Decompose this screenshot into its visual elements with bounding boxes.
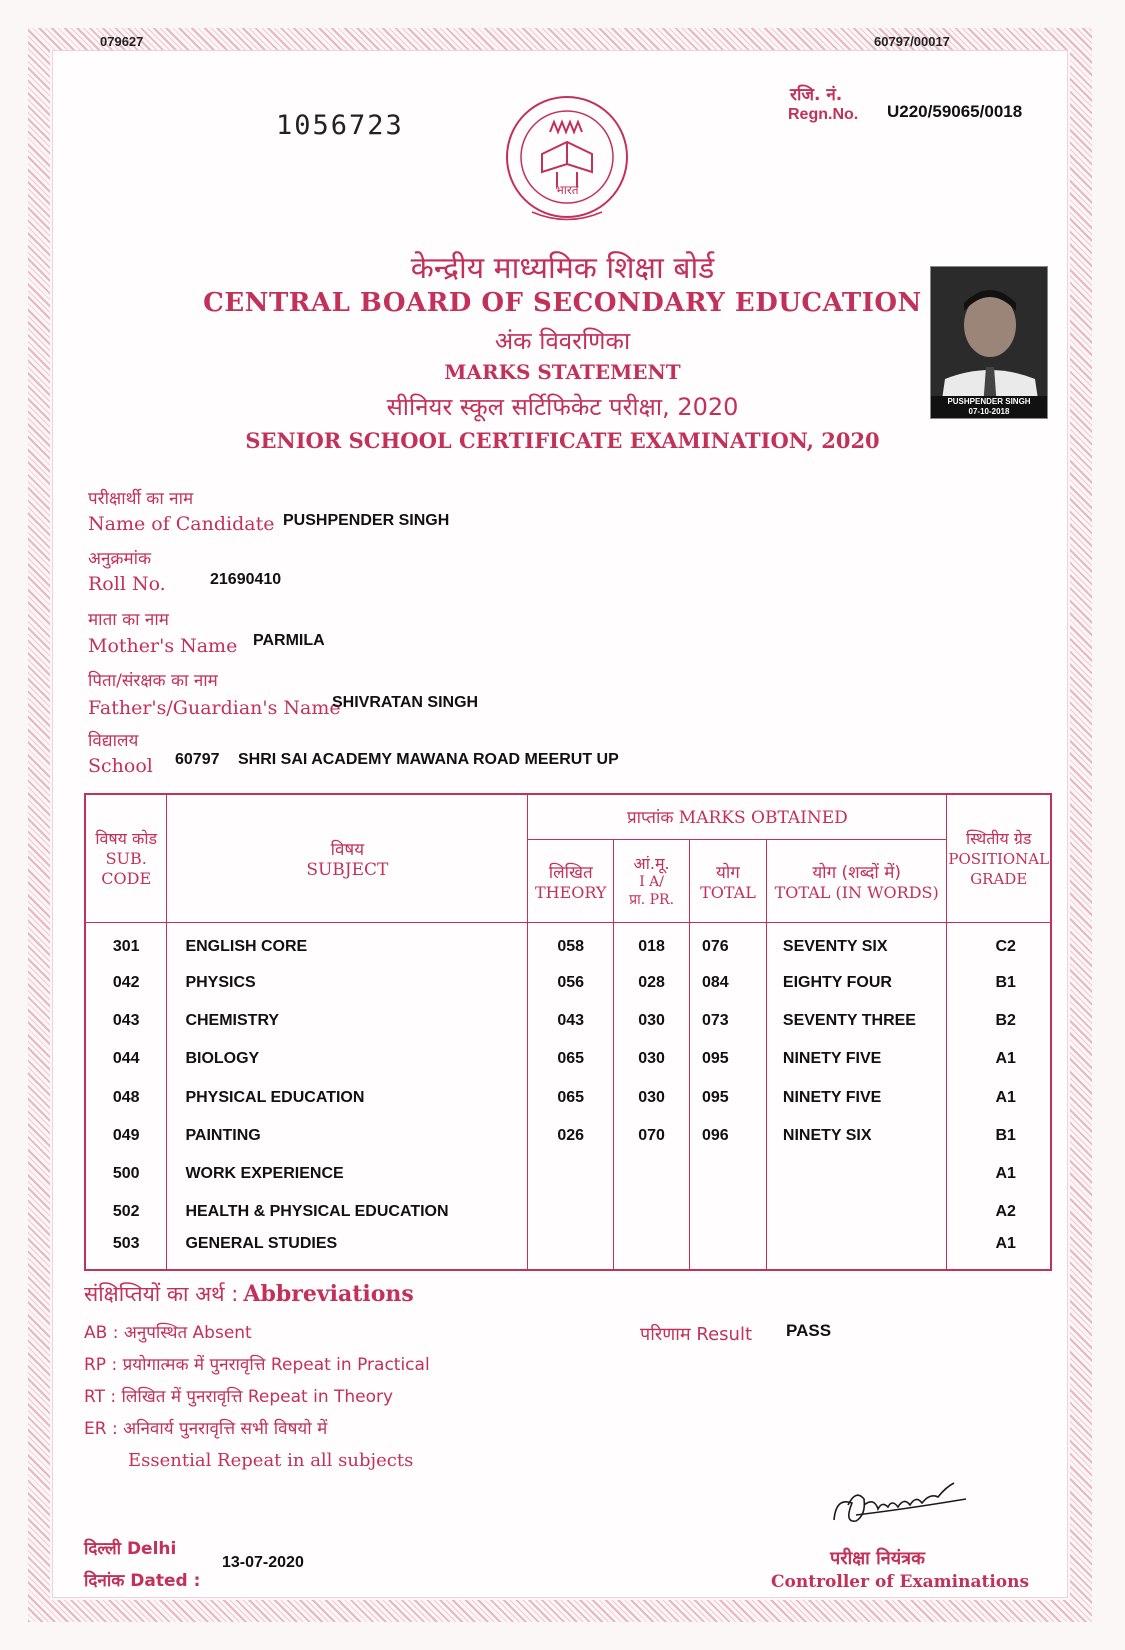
regn-label-hi: रजि. नं. bbox=[790, 85, 843, 105]
cell-code: 500 bbox=[85, 1155, 167, 1193]
cell-total: 073 bbox=[690, 1002, 767, 1040]
cell-subject: HEALTH & PHYSICAL EDUCATION bbox=[167, 1193, 528, 1231]
header-theory: लिखित THEORY bbox=[528, 839, 614, 922]
cell-total: 076 bbox=[690, 922, 767, 963]
cell-subject: PHYSICAL EDUCATION bbox=[167, 1078, 528, 1116]
table-row bbox=[85, 1155, 1051, 1193]
cell-words bbox=[766, 1232, 947, 1270]
cell-total bbox=[690, 1155, 767, 1193]
cell-code: 043 bbox=[85, 1002, 167, 1040]
certificate-number: 1056723 bbox=[276, 110, 404, 141]
cell-theory bbox=[528, 1155, 614, 1193]
result-label: परिणाम Result bbox=[640, 1324, 753, 1345]
cell-grade: A1 bbox=[947, 1155, 1051, 1193]
roll-number: 21690410 bbox=[210, 571, 282, 588]
cbse-emblem-icon bbox=[502, 92, 632, 232]
cell-subject: ENGLISH CORE bbox=[167, 922, 528, 963]
serial-left: 079627 bbox=[100, 34, 144, 49]
regn-number: U220/59065/0018 bbox=[887, 102, 1023, 121]
cell-ia: 070 bbox=[614, 1117, 690, 1155]
cell-grade: A1 bbox=[947, 1232, 1051, 1270]
cell-total: 095 bbox=[690, 1040, 767, 1078]
abbr-repeat-theory: RT : लिखित में पुनरावृत्ति Repeat in Theory bbox=[84, 1387, 394, 1407]
cell-code: 502 bbox=[85, 1193, 167, 1231]
serial-right: 60797/00017 bbox=[874, 34, 950, 49]
cell-grade: B2 bbox=[947, 1002, 1051, 1040]
abbreviations-heading: संक्षिप्तियों का अर्थ : Abbreviations bbox=[84, 1281, 414, 1307]
cell-grade: A1 bbox=[947, 1078, 1051, 1116]
cell-words: SEVENTY THREE bbox=[766, 1002, 947, 1040]
cell-code: 049 bbox=[85, 1117, 167, 1155]
header-subject: विषय SUBJECT bbox=[167, 794, 528, 922]
cell-theory: 026 bbox=[528, 1117, 614, 1155]
header-ia-pr: आं.मू. I A/ प्रा. PR. bbox=[614, 839, 690, 922]
controller-label-en: Controller of Examinations bbox=[771, 1572, 1030, 1592]
photo-caption-name: PUSHPENDER SINGH bbox=[947, 397, 1031, 406]
cell-total bbox=[690, 1232, 767, 1270]
regn-label-en: Regn.No. bbox=[788, 106, 859, 123]
school-label-hi: विद्यालय bbox=[88, 731, 139, 751]
cell-grade: C2 bbox=[947, 922, 1051, 963]
exam-name-english: SENIOR SCHOOL CERTIFICATE EXAMINATION, 2020 bbox=[245, 428, 880, 453]
cell-subject: BIOLOGY bbox=[167, 1040, 528, 1078]
cell-ia: 030 bbox=[614, 1040, 690, 1078]
header-total: योग TOTAL bbox=[690, 839, 767, 922]
abbr-essential-repeat-en: Essential Repeat in all subjects bbox=[128, 1450, 414, 1471]
cell-ia bbox=[614, 1155, 690, 1193]
table-row bbox=[85, 1232, 1051, 1270]
cell-theory: 058 bbox=[528, 922, 614, 963]
cell-subject: CHEMISTRY bbox=[167, 1002, 528, 1040]
cell-grade: A1 bbox=[947, 1040, 1051, 1078]
mother-name: PARMILA bbox=[253, 632, 325, 649]
cell-total: 095 bbox=[690, 1078, 767, 1116]
table-row bbox=[85, 922, 1051, 963]
header-positional-grade: स्थितीय ग्रेड POSITIONAL GRADE bbox=[947, 794, 1051, 922]
cell-theory: 065 bbox=[528, 1040, 614, 1078]
table-row bbox=[85, 963, 1051, 1001]
roll-label-en: Roll No. bbox=[88, 573, 166, 595]
school-name: SHRI SAI ACADEMY MAWANA ROAD MEERUT UP bbox=[238, 751, 619, 768]
table-row bbox=[85, 1078, 1051, 1116]
title-hindi: केन्द्रीय माध्यमिक शिक्षा बोर्ड bbox=[410, 251, 715, 286]
mother-label-hi: माता का नाम bbox=[88, 610, 169, 630]
cell-subject: WORK EXPERIENCE bbox=[167, 1155, 528, 1193]
table-row bbox=[85, 1002, 1051, 1040]
cell-words bbox=[766, 1193, 947, 1231]
name-label-hi: परीक्षार्थी का नाम bbox=[88, 489, 194, 509]
cell-total: 084 bbox=[690, 963, 767, 1001]
candidate-name: PUSHPENDER SINGH bbox=[283, 512, 450, 529]
cell-ia bbox=[614, 1193, 690, 1231]
header-sub-code: विषय कोड SUB. CODE bbox=[85, 794, 167, 922]
document-type-english: MARKS STATEMENT bbox=[444, 360, 681, 384]
controller-signature-icon bbox=[826, 1475, 976, 1535]
issue-date: 13-07-2020 bbox=[222, 1554, 304, 1571]
abbr-repeat-practical: RP : प्रयोगात्मक में पुनरावृत्ति Repeat in Practical bbox=[84, 1355, 430, 1375]
abbr-essential-repeat: ER : अनिवार्य पुनरावृत्ति सभी विषयो में bbox=[84, 1419, 328, 1439]
mother-label-en: Mother's Name bbox=[88, 635, 238, 657]
cell-theory bbox=[528, 1193, 614, 1231]
table-row bbox=[85, 1040, 1051, 1078]
header-total-words: योग (शब्दों में) TOTAL (IN WORDS) bbox=[766, 839, 947, 922]
emblem-caption: भारत bbox=[555, 183, 579, 197]
cell-code: 048 bbox=[85, 1078, 167, 1116]
cell-total: 096 bbox=[690, 1117, 767, 1155]
cell-ia: 030 bbox=[614, 1002, 690, 1040]
cell-code: 042 bbox=[85, 963, 167, 1001]
cell-theory: 056 bbox=[528, 963, 614, 1001]
cell-words: EIGHTY FOUR bbox=[766, 963, 947, 1001]
photo-caption-date: 07-10-2018 bbox=[968, 407, 1010, 416]
dated-label: दिनांक Dated : bbox=[84, 1571, 201, 1591]
cell-words: NINETY FIVE bbox=[766, 1040, 947, 1078]
school-label-en: School bbox=[88, 755, 153, 777]
cell-subject: PHYSICS bbox=[167, 963, 528, 1001]
school-code: 60797 bbox=[175, 751, 220, 768]
candidate-photo bbox=[930, 266, 1048, 419]
cell-theory: 065 bbox=[528, 1078, 614, 1116]
cell-total bbox=[690, 1193, 767, 1231]
father-label-en: Father's/Guardian's Name bbox=[88, 697, 341, 719]
cell-subject: GENERAL STUDIES bbox=[167, 1232, 528, 1270]
place-label: दिल्ली Delhi bbox=[84, 1539, 177, 1559]
exam-name-hindi: सीनियर स्कूल सर्टिफिकेट परीक्षा, 2020 bbox=[386, 393, 739, 421]
abbr-absent: AB : अनुपस्थित Absent bbox=[84, 1323, 252, 1343]
cell-code: 301 bbox=[85, 922, 167, 963]
father-label-hi: पिता/संरक्षक का नाम bbox=[88, 671, 218, 691]
controller-label-hi: परीक्षा नियंत्रक bbox=[830, 1548, 925, 1569]
cell-ia bbox=[614, 1232, 690, 1270]
cell-words: NINETY SIX bbox=[766, 1117, 947, 1155]
cell-subject: PAINTING bbox=[167, 1117, 528, 1155]
cell-words: SEVENTY SIX bbox=[766, 922, 947, 963]
cell-ia: 028 bbox=[614, 963, 690, 1001]
document-type-hindi: अंक विवरणिका bbox=[494, 327, 631, 355]
header-marks-obtained: प्राप्तांक MARKS OBTAINED bbox=[528, 794, 947, 839]
cell-grade: A2 bbox=[947, 1193, 1051, 1231]
cell-words: NINETY FIVE bbox=[766, 1078, 947, 1116]
cell-theory bbox=[528, 1232, 614, 1270]
name-label-en: Name of Candidate bbox=[88, 513, 275, 535]
cell-words bbox=[766, 1155, 947, 1193]
table-row bbox=[85, 1193, 1051, 1231]
cell-grade: B1 bbox=[947, 1117, 1051, 1155]
cell-code: 503 bbox=[85, 1232, 167, 1270]
cell-theory: 043 bbox=[528, 1002, 614, 1040]
cell-grade: B1 bbox=[947, 963, 1051, 1001]
cell-code: 044 bbox=[85, 1040, 167, 1078]
table-row bbox=[85, 1117, 1051, 1155]
result-value: PASS bbox=[786, 1321, 832, 1340]
title-english: CENTRAL BOARD OF SECONDARY EDUCATION bbox=[203, 288, 922, 318]
marks-table bbox=[84, 793, 1052, 1271]
cell-ia: 030 bbox=[614, 1078, 690, 1116]
cell-ia: 018 bbox=[614, 922, 690, 963]
father-name: SHIVRATAN SINGH bbox=[332, 694, 479, 711]
roll-label-hi: अनुक्रमांक bbox=[88, 549, 152, 569]
